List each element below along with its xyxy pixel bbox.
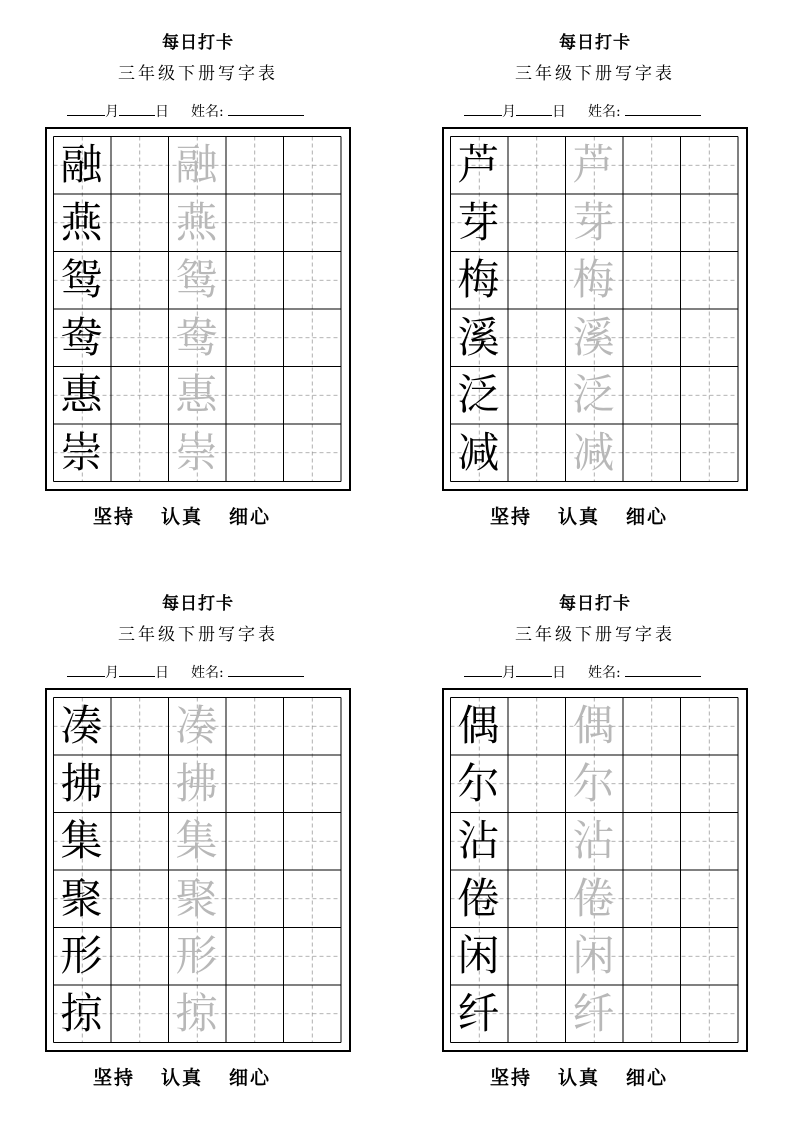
practice-card bbox=[442, 561, 748, 1089]
writing-grid bbox=[45, 688, 351, 1052]
motto-word: 坚持 bbox=[93, 1067, 136, 1089]
motto-word: 坚持 bbox=[93, 506, 136, 528]
writing-grid bbox=[442, 127, 748, 491]
card-subtitle: 三年级下册写字表 bbox=[118, 625, 278, 645]
name-blank[interactable] bbox=[625, 661, 701, 677]
model-character: 偶 bbox=[457, 701, 500, 750]
card-title: 每日打卡 bbox=[559, 594, 631, 614]
motto bbox=[490, 504, 730, 530]
character-layer bbox=[450, 697, 738, 1042]
trace-character: 惠 bbox=[175, 370, 218, 419]
trace-character: 芦 bbox=[572, 140, 615, 189]
trace-character: 燕 bbox=[175, 197, 218, 247]
model-character: 掠 bbox=[60, 988, 103, 1038]
trace-character: 尔 bbox=[572, 758, 615, 808]
trace-character: 崇 bbox=[175, 427, 218, 477]
trace-character: 梅 bbox=[572, 255, 615, 304]
card-subtitle: 三年级下册写字表 bbox=[515, 625, 675, 645]
model-character: 拂 bbox=[60, 758, 103, 808]
model-character: 鸯 bbox=[60, 312, 103, 362]
model-character: 倦 bbox=[457, 873, 500, 923]
month-label: 月 bbox=[105, 104, 119, 120]
day-label: 日 bbox=[552, 104, 566, 120]
model-character: 芦 bbox=[457, 140, 500, 189]
name-blank[interactable] bbox=[625, 100, 701, 116]
month-blank[interactable] bbox=[67, 661, 105, 677]
month-label: 月 bbox=[502, 665, 516, 681]
motto-word: 坚持 bbox=[490, 1067, 533, 1089]
model-character: 集 bbox=[60, 816, 103, 865]
card-title: 每日打卡 bbox=[162, 594, 234, 614]
trace-character: 沾 bbox=[572, 816, 615, 865]
motto-word: 坚持 bbox=[490, 506, 533, 528]
motto-word: 认真 bbox=[161, 506, 204, 528]
model-character: 闲 bbox=[457, 931, 500, 980]
date-name-line bbox=[67, 661, 351, 683]
name-label: 姓名: bbox=[191, 104, 224, 120]
date-name-line bbox=[67, 100, 351, 122]
character-layer bbox=[53, 697, 341, 1042]
month-blank[interactable] bbox=[464, 661, 502, 677]
practice-card bbox=[442, 0, 748, 528]
model-character: 聚 bbox=[60, 873, 103, 923]
motto-word: 细心 bbox=[626, 506, 669, 528]
trace-character: 鸯 bbox=[175, 312, 218, 362]
practice-card bbox=[45, 561, 351, 1089]
writing-grid bbox=[442, 688, 748, 1052]
model-character: 芽 bbox=[457, 197, 500, 247]
model-character: 凑 bbox=[60, 701, 103, 750]
name-blank[interactable] bbox=[228, 100, 304, 116]
model-character: 溪 bbox=[457, 312, 500, 362]
trace-character: 偶 bbox=[572, 701, 615, 750]
date-name-line bbox=[464, 661, 748, 683]
motto-word: 细心 bbox=[229, 506, 272, 528]
motto bbox=[93, 1065, 333, 1091]
model-character: 燕 bbox=[60, 197, 103, 247]
trace-character: 减 bbox=[572, 427, 615, 477]
day-label: 日 bbox=[552, 665, 566, 681]
trace-character: 溪 bbox=[572, 312, 615, 362]
model-character: 崇 bbox=[60, 427, 103, 477]
motto-word: 细心 bbox=[626, 1067, 669, 1089]
trace-character: 纤 bbox=[572, 988, 615, 1038]
name-label: 姓名: bbox=[588, 665, 621, 681]
date-name-line bbox=[464, 100, 748, 122]
character-layer bbox=[53, 136, 341, 481]
month-label: 月 bbox=[502, 104, 516, 120]
trace-character: 凑 bbox=[175, 701, 218, 750]
month-blank[interactable] bbox=[464, 100, 502, 116]
model-character: 形 bbox=[60, 931, 103, 980]
trace-character: 掠 bbox=[175, 988, 218, 1038]
trace-character: 泛 bbox=[572, 370, 615, 419]
trace-character: 聚 bbox=[175, 873, 218, 923]
day-blank[interactable] bbox=[119, 100, 155, 116]
motto-word: 细心 bbox=[229, 1067, 272, 1089]
card-title: 每日打卡 bbox=[162, 33, 234, 53]
motto bbox=[490, 1065, 730, 1091]
day-blank[interactable] bbox=[516, 661, 552, 677]
month-label: 月 bbox=[105, 665, 119, 681]
motto-word: 认真 bbox=[558, 1067, 601, 1089]
motto-word: 认真 bbox=[558, 506, 601, 528]
trace-character: 闲 bbox=[572, 931, 615, 980]
character-layer bbox=[450, 136, 738, 481]
motto-word: 认真 bbox=[161, 1067, 204, 1089]
model-character: 惠 bbox=[60, 370, 103, 419]
name-blank[interactable] bbox=[228, 661, 304, 677]
model-character: 沾 bbox=[457, 816, 500, 865]
card-subtitle: 三年级下册写字表 bbox=[515, 64, 675, 84]
model-character: 泛 bbox=[457, 370, 500, 419]
day-blank[interactable] bbox=[516, 100, 552, 116]
practice-card bbox=[45, 0, 351, 528]
motto bbox=[93, 504, 333, 530]
trace-character: 拂 bbox=[175, 758, 218, 808]
card-subtitle: 三年级下册写字表 bbox=[118, 64, 278, 84]
day-blank[interactable] bbox=[119, 661, 155, 677]
name-label: 姓名: bbox=[191, 665, 224, 681]
trace-character: 形 bbox=[175, 931, 218, 980]
model-character: 梅 bbox=[457, 255, 500, 304]
day-label: 日 bbox=[155, 104, 169, 120]
model-character: 尔 bbox=[457, 758, 500, 808]
trace-character: 倦 bbox=[572, 873, 615, 923]
writing-grid bbox=[45, 127, 351, 491]
name-label: 姓名: bbox=[588, 104, 621, 120]
trace-character: 鸳 bbox=[175, 255, 218, 304]
model-character: 减 bbox=[457, 427, 500, 477]
card-title: 每日打卡 bbox=[559, 33, 631, 53]
model-character: 融 bbox=[60, 140, 103, 189]
model-character: 鸳 bbox=[60, 255, 103, 304]
trace-character: 融 bbox=[175, 140, 218, 189]
trace-character: 芽 bbox=[572, 197, 615, 247]
model-character: 纤 bbox=[457, 988, 500, 1038]
day-label: 日 bbox=[155, 665, 169, 681]
month-blank[interactable] bbox=[67, 100, 105, 116]
trace-character: 集 bbox=[175, 816, 218, 865]
